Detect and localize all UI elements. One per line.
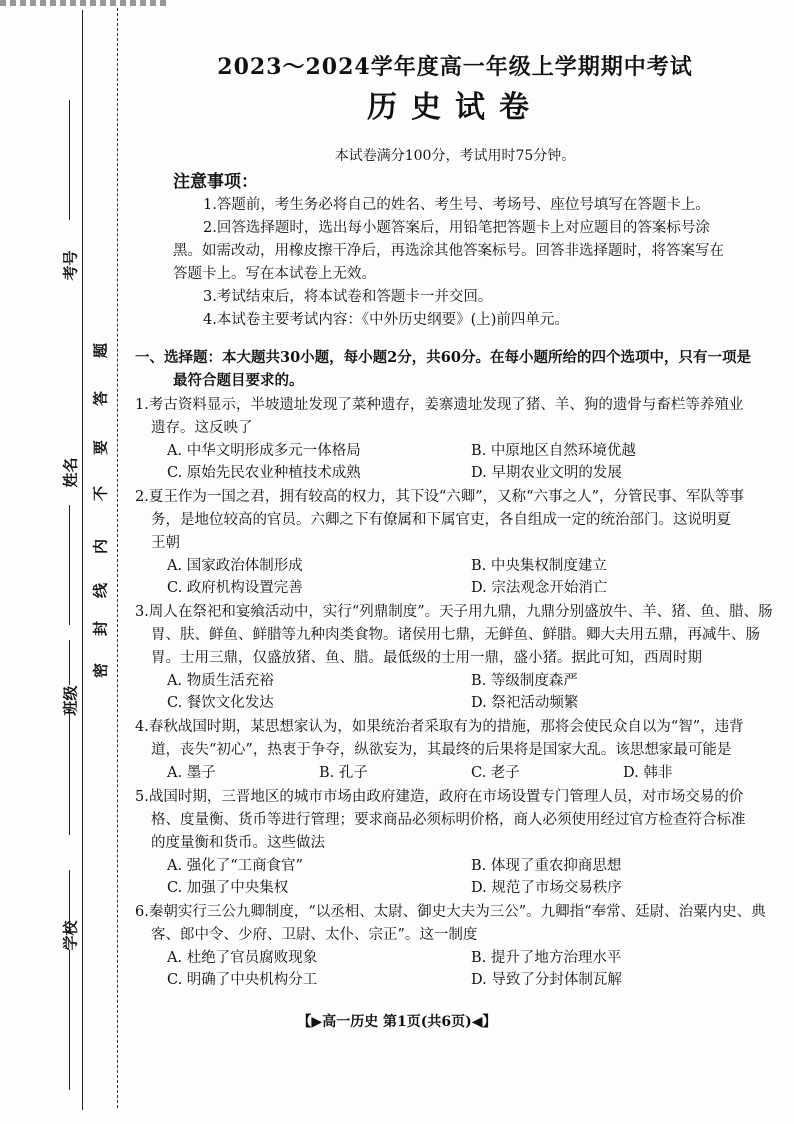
option-a: A. 杜绝了官员腐败现象: [167, 950, 318, 966]
option-list: [135, 440, 775, 484]
option-a: A. 国家政治体制形成: [167, 558, 303, 574]
stem-line: 5.战国时期，三晋地区的城市市场由政府建造，政府在市场设置专门管理人员，对市场交易的价: [135, 789, 744, 805]
question-6: [135, 901, 775, 991]
exam-content: [135, 52, 775, 991]
question-3: [135, 601, 775, 714]
notes-title: 注意事项：: [173, 172, 258, 192]
seal-char: 封: [91, 621, 110, 637]
section-line: 最符合题目要求的。: [173, 372, 304, 389]
option-c: C. 政府机构设置完善: [167, 580, 303, 596]
margin-solid-line: [82, 10, 83, 1110]
school-label: 学校: [61, 920, 80, 951]
option-a: A. 中华文明形成多元一体格局: [167, 443, 361, 459]
question-stem: [135, 786, 775, 855]
option-c: C. 餐饮文化发达: [167, 695, 274, 711]
option-c: C. 明确了中央机构分工: [167, 972, 318, 988]
stem-line: 客、郎中令、少府、卫尉、太仆、宗正”。这一制度: [151, 927, 478, 943]
stem-line: 3.周人在祭祀和宴飨活动中，实行“列鼎制度”。天子用九鼎，九鼎分别盛放牛、羊、猪、鱼、腊、肠: [135, 604, 773, 620]
note-line: 3.考试结束后，将本试卷和答题卡一并交回。: [203, 289, 493, 305]
option-b: B. 中原地区自然环境优越: [471, 443, 636, 459]
option-b: B. 体现了重农抑商思想: [471, 858, 622, 874]
question-stem: [135, 394, 775, 440]
option-list: [135, 947, 775, 991]
section-heading: [135, 346, 775, 392]
option-a: A. 物质生活充裕: [167, 673, 274, 689]
note-line: 答题卡上。写在本试卷上无效。: [173, 266, 376, 282]
option-list: [135, 555, 775, 599]
stem-line: 遗存。这反映了: [151, 420, 253, 436]
question-5: [135, 786, 775, 899]
option-d: D. 规范了市场交易秩序: [471, 880, 622, 896]
stem-line: 王朝: [151, 535, 180, 551]
seal-char: 答: [91, 391, 110, 407]
option-d: D. 导致了分封体制瓦解: [471, 972, 622, 988]
seal-dashed-line: [117, 8, 118, 1108]
question-stem: [135, 716, 775, 762]
option-b: B. 孔子: [319, 765, 368, 781]
option-b: B. 中央集权制度建立: [471, 558, 607, 574]
option-c: C. 老子: [471, 765, 520, 781]
option-list: [135, 855, 775, 899]
exam-no-label: 考号: [61, 250, 80, 281]
score-info: 本试卷满分100分，考试用时75分钟。: [334, 148, 576, 164]
option-list: [135, 762, 775, 784]
option-c: C. 加强了中央集权: [167, 880, 289, 896]
stem-line: 1.考古资料显示，半坡遗址发现了菜种遗存，姜寨遗址发现了猪、羊、狗的遗骨与畜栏等养殖业: [135, 397, 744, 413]
exam-no-fill-line: [69, 100, 70, 220]
seal-char: 要: [91, 440, 110, 456]
option-d: D. 早期农业文明的发展: [471, 465, 622, 481]
page-footer: 【▶高一历史 第1页(共6页)◀】: [297, 1014, 497, 1030]
note-line: 黑。如需改动，用橡皮擦干净后，再选涂其他答案标号。回答非选择题时，将答案写在: [173, 243, 724, 259]
seal-char: 线: [91, 583, 110, 599]
class-fill-line: [69, 715, 70, 835]
subject-title: 历史试卷: [367, 90, 543, 125]
stem-line: 2.夏王作为一国之君，拥有较高的权力，其下设“六卿”，又称“六事之人”，分管民事、军队等事: [135, 489, 744, 505]
seal-char: 题: [91, 343, 110, 359]
binding-margin: [0, 0, 125, 1124]
section-line: 一、选择题：本大题共30小题，每小题2分，共60分。在每小题所给的四个选项中，只有一项是: [135, 349, 751, 366]
stem-line: 6.秦朝实行三公九卿制度，“以丞相、太尉、御史大夫为三公”。九卿指“奉常、廷尉、治粟内史、典: [135, 904, 766, 920]
question-stem: [135, 486, 775, 555]
note-line: 1.答题前，考生务必将自己的姓名、考生号、考场号、座位号填写在答题卡上。: [203, 197, 710, 213]
seal-char: 不: [91, 486, 110, 502]
class-fill-line-upper: [69, 640, 70, 685]
stem-line: 胃。士用三鼎，仅盛放猪、鱼、腊。最低级的士用一鼎，盛小猪。据此可知，西周时期: [151, 650, 702, 666]
note-line: 2.回答选择题时，选出每小题答案后，用铅笔把答题卡上对应题目的答案标号涂: [203, 220, 710, 236]
option-c: C. 原始先民农业种植技术成熟: [167, 465, 361, 481]
stem-line: 道，丧失“初心”，热衷于争夺，纵欲妄为，其最终的后果将是国家大乱。该思想家最可能是: [151, 742, 732, 758]
question-4: [135, 716, 775, 784]
seal-char: 内: [91, 539, 110, 555]
question-stem: [135, 601, 775, 670]
name-fill-line: [69, 505, 70, 625]
option-d: D. 韩非: [623, 765, 673, 781]
note-line: 4.本试卷主要考试内容：《中外历史纲要》(上)前四单元。: [203, 312, 569, 328]
option-b: B. 等级制度森严: [471, 673, 578, 689]
exam-title: 2023～2024学年度高一年级上学期期中考试: [217, 54, 693, 80]
stem-line: 4.春秋战国时期，某思想家认为，如果统治者采取有为的措施，那将会使民众自以为“智”，违背: [135, 719, 744, 735]
stem-line: 务，是地位较高的官员。六卿之下有僚属和下属官吏，各自组成一定的统治部门。这说明夏: [151, 512, 731, 528]
option-d: D. 祭祀活动频繁: [471, 695, 579, 711]
question-1: [135, 394, 775, 484]
seal-char: 密: [91, 663, 110, 679]
option-a: A. 墨子: [167, 765, 216, 781]
name-label: 姓名: [61, 457, 80, 488]
option-d: D. 宗法观念开始消亡: [471, 580, 608, 596]
question-stem: [135, 901, 775, 947]
question-2: [135, 486, 775, 599]
class-label: 班级: [61, 685, 80, 716]
stem-line: 格、度量衡、货币等进行管理；要求商品必须标明价格，商人必须使用经过官方检查符合标准: [151, 812, 746, 828]
option-b: B. 提升了地方治理水平: [471, 950, 622, 966]
stem-line: 胃、肤、鲜鱼、鲜腊等九种肉类食物。诸侯用七鼎，无鲜鱼、鲜腊。卿大夫用五鼎，再减牛、肠: [151, 627, 760, 643]
stem-line: 的度量衡和货币。这些做法: [151, 835, 325, 851]
option-list: [135, 670, 775, 714]
option-a: A. 强化了“工商食官”: [167, 858, 304, 874]
